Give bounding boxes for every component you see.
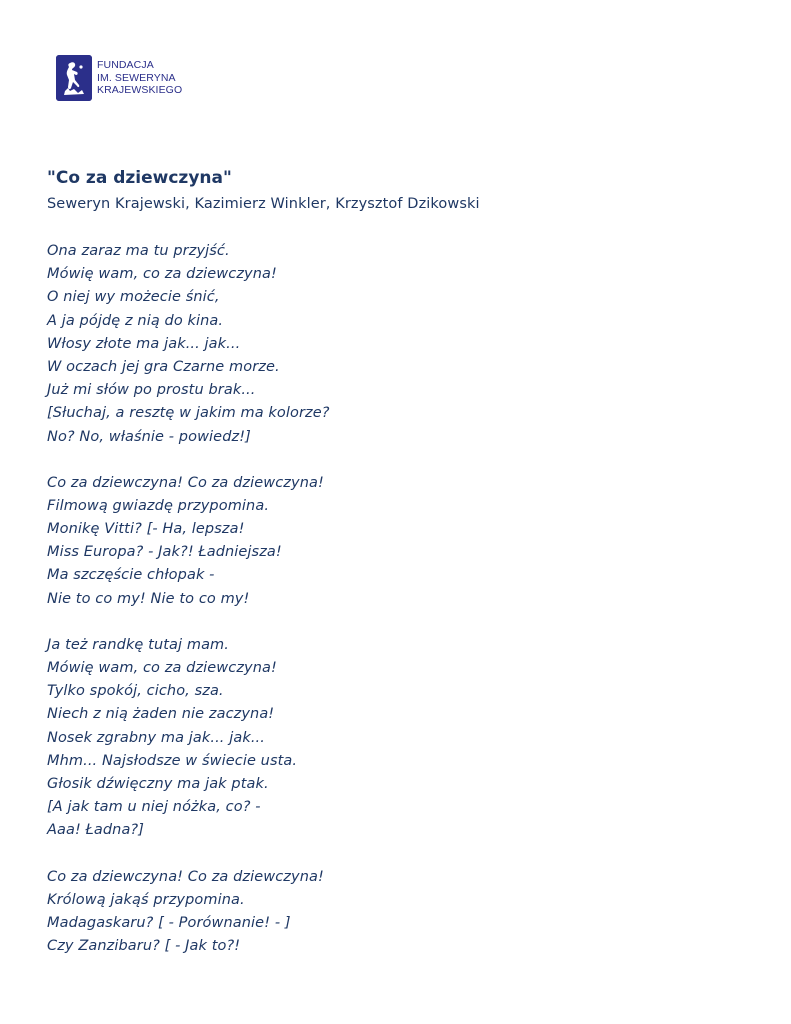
lyric-line: Ma szczęście chłopak - (47, 567, 215, 584)
lyric-line: Madagaskaru? [ - Porównanie! - ] (47, 914, 291, 931)
lyric-line: W oczach jej gra Czarne morze. (47, 358, 280, 375)
lyric-line: [A jak tam u niej nóżka, co? - (47, 799, 261, 816)
lyric-line: Monikę Vitti? [- Ha, lepsza! (47, 521, 245, 538)
lyric-line: Czy Zanzibaru? [ - Jak to?! (47, 938, 241, 955)
lyric-line: [Słuchaj, a resztę w jakim ma kolorze? (47, 405, 330, 422)
lyric-line: Już mi słów po prostu brak... (47, 382, 256, 399)
foundation-logo-icon (56, 55, 92, 101)
lyric-line: Tylko spokój, cicho, sza. (47, 683, 224, 700)
lyric-line: Głosik dźwięczny ma jak ptak. (47, 775, 269, 792)
song-lyrics (47, 240, 747, 981)
lyric-line: Filmową gwiazdę przypomina. (47, 497, 270, 514)
song-authors: Seweryn Krajewski, Kazimierz Winkler, Krzysztof Dzikowski (47, 196, 480, 212)
foundation-logo-text (97, 59, 182, 97)
foundation-logo (56, 55, 182, 101)
lyric-line: O niej wy możecie śnić, (47, 289, 220, 306)
lyric-line: Ja też randkę tutaj mam. (47, 636, 229, 653)
lyric-line: Nosek zgrabny ma jak... jak... (47, 729, 265, 746)
lyric-line: Włosy złote ma jak... jak... (47, 335, 241, 352)
lyric-line: Mhm... Najsłodsze w świecie usta. (47, 752, 298, 769)
stanza (47, 634, 747, 843)
lyric-line: No? No, właśnie - powiedz!] (47, 428, 251, 445)
stanza (47, 866, 747, 959)
logo-line: IM. SEWERYNA (97, 71, 176, 84)
logo-line: KRAJEWSKIEGO (97, 84, 183, 97)
stanza (47, 472, 747, 611)
lyric-line: Co za dziewczyna! Co za dziewczyna! (47, 868, 324, 885)
lyric-line: Królową jakąś przypomina. (47, 891, 245, 908)
lyric-line: Co za dziewczyna! Co za dziewczyna! (47, 474, 324, 491)
lyric-line: Mówię wam, co za dziewczyna! (47, 266, 277, 283)
lyric-line: Nie to co my! Nie to co my! (47, 590, 250, 607)
song-title: "Co za dziewczyna" (47, 168, 232, 188)
lyric-line: Miss Europa? - Jak?! Ładniejsza! (47, 544, 282, 561)
lyric-line: Aaa! Ładna?] (47, 822, 144, 839)
logo-line: FUNDACJA (97, 59, 154, 72)
lyric-line: A ja pójdę z nią do kina. (47, 312, 224, 329)
lyric-line: Ona zaraz ma tu przyjść. (47, 243, 230, 259)
lyric-line: Mówię wam, co za dziewczyna! (47, 660, 277, 676)
lyric-line: Niech z nią żaden nie zaczyna! (47, 706, 275, 723)
stanza (47, 240, 747, 449)
